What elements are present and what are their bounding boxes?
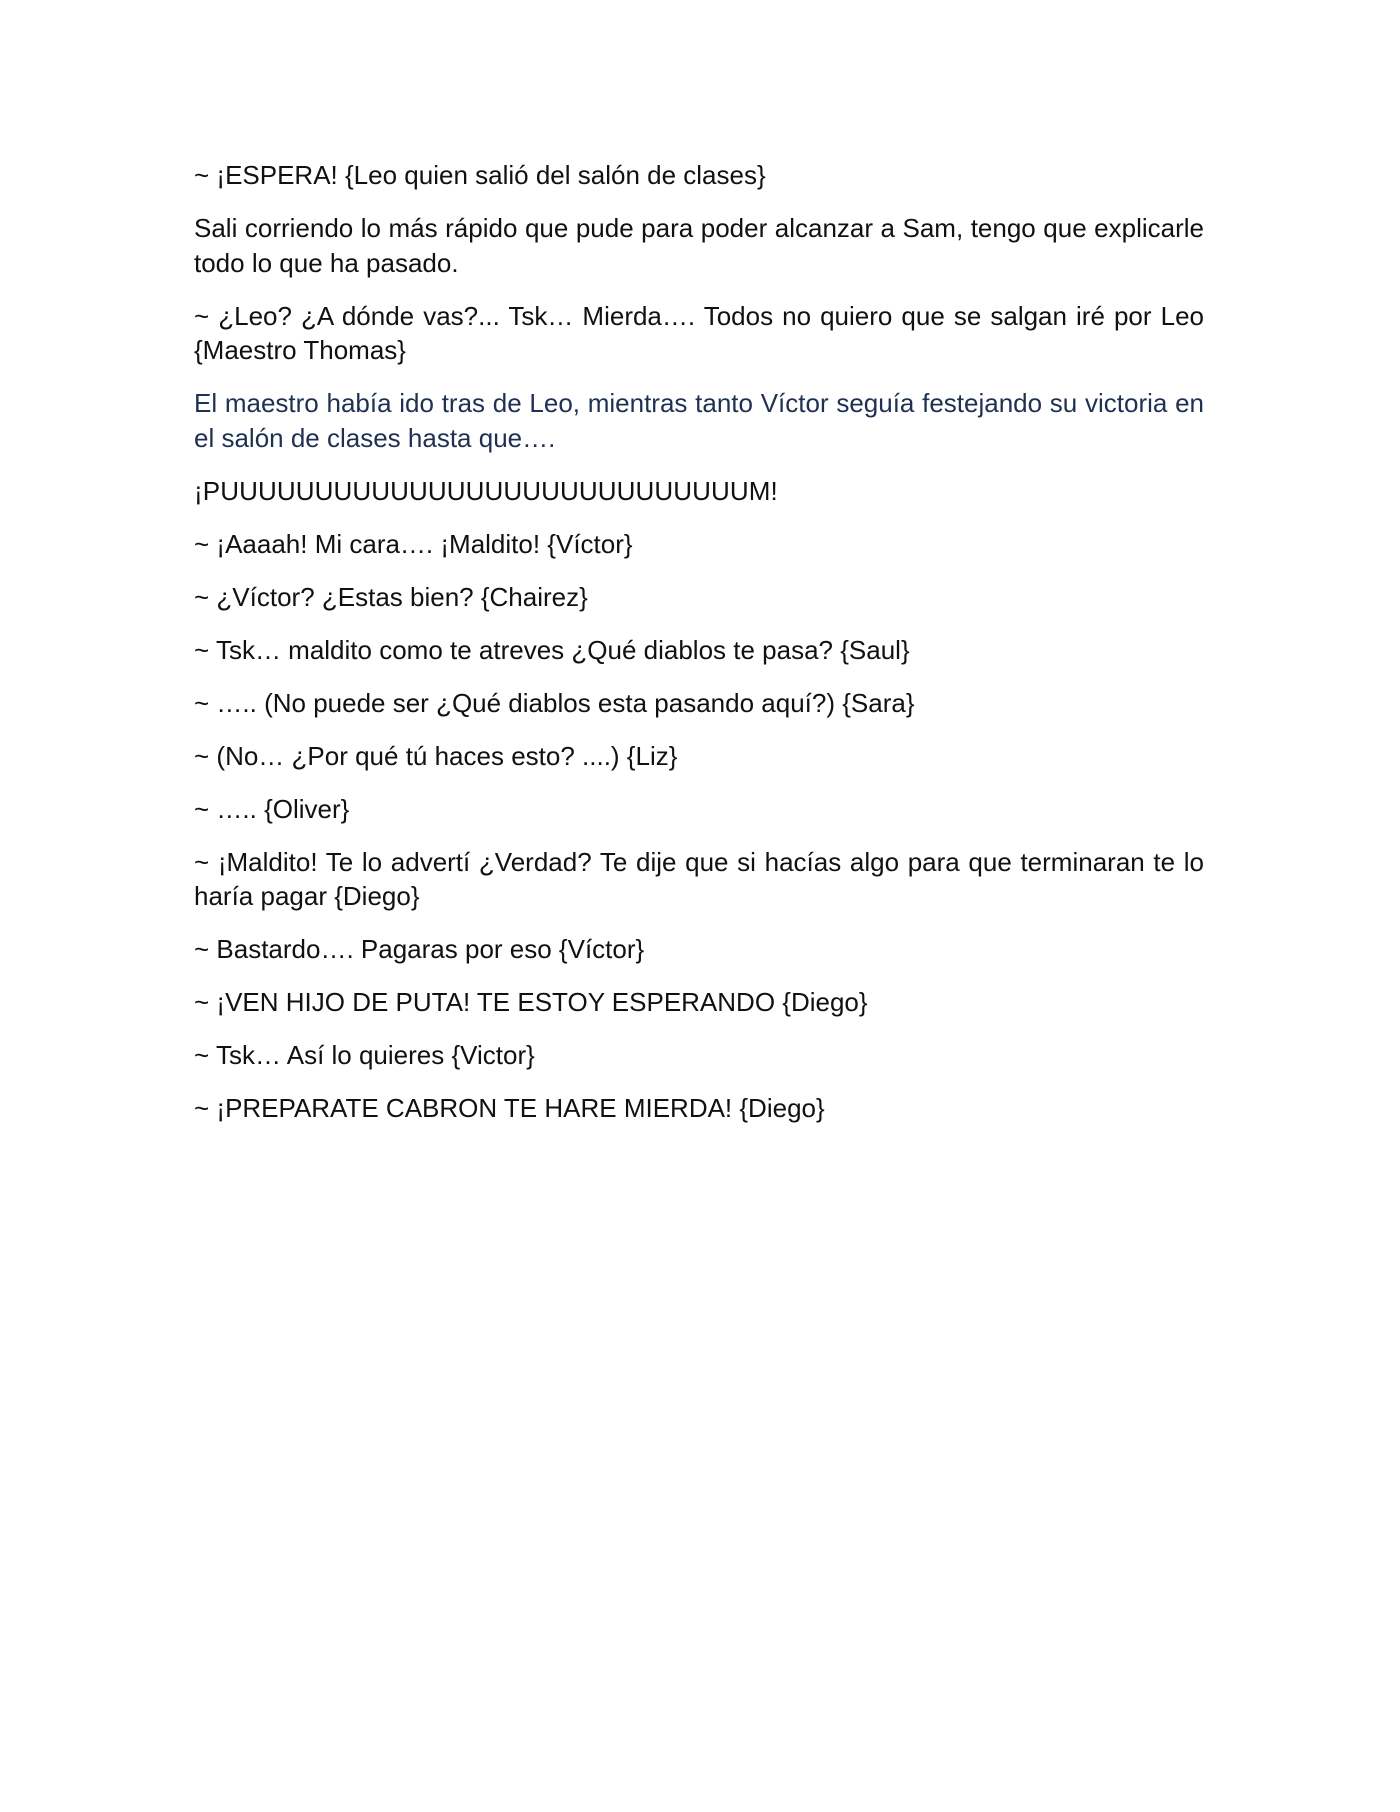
document-body: [194, 158, 1204, 1144]
dialogue-line-victor-asi-lo-quieres: ~ Tsk… Así lo quieres {Victor}: [194, 1040, 535, 1070]
dialogue-line-oliver: ~ ….. {Oliver}: [194, 793, 350, 824]
narration-maestro-tras-de-leo: El maestro había ido tras de Leo, mientras tanto Víctor seguía festejando su victoria en el salón de clases hasta que….: [194, 388, 1204, 453]
dialogue-line-diego-advertencia: ~ ¡Maldito! Te lo advertí ¿Verdad? Te dije que si hacías algo para que terminaran te lo haría pagar {Diego}: [194, 846, 1204, 911]
dialogue-line-chairez: ~ ¿Víctor? ¿Estas bien? {Chairez}: [194, 581, 588, 612]
dialogue-line-saul: ~ Tsk… maldito como te atreves ¿Qué diablos te pasa? {Saul}: [194, 634, 910, 665]
dialogue-line-victor-mi-cara: ~ ¡Aaaah! Mi cara…. ¡Maldito! {Víctor}: [194, 528, 633, 559]
narration-sali-corriendo: Sali corriendo lo más rápido que pude para poder alcanzar a Sam, tengo que explicarle todo lo que ha pasado.: [194, 213, 1204, 278]
dialogue-line-victor-bastardo: ~ Bastardo…. Pagaras por eso {Víctor}: [194, 934, 645, 964]
dialogue-line-sara: ~ ….. (No puede ser ¿Qué diablos esta pasando aquí?) {Sara}: [194, 687, 915, 718]
dialogue-line-diego-preparate: ~ ¡PREPARATE CABRON TE HARE MIERDA! {Diego}: [194, 1093, 825, 1123]
sound-effect-puum: ¡PUUUUUUUUUUUUUUUUUUUUUUUUUUUUM!: [194, 475, 778, 506]
dialogue-line-liz: ~ (No… ¿Por qué tú haces esto? ....) {Liz}: [194, 740, 678, 771]
dialogue-line-diego-ven: ~ ¡VEN HIJO DE PUTA! TE ESTOY ESPERANDO {Diego}: [194, 987, 868, 1017]
dialogue-line-leo-espera: ~ ¡ESPERA! {Leo quien salió del salón de clases}: [194, 160, 766, 190]
dialogue-line-maestro-thomas: ~ ¿Leo? ¿A dónde vas?... Tsk… Mierda…. Todos no quiero que se salgan iré por Leo {Maestro Thomas}: [194, 300, 1204, 365]
